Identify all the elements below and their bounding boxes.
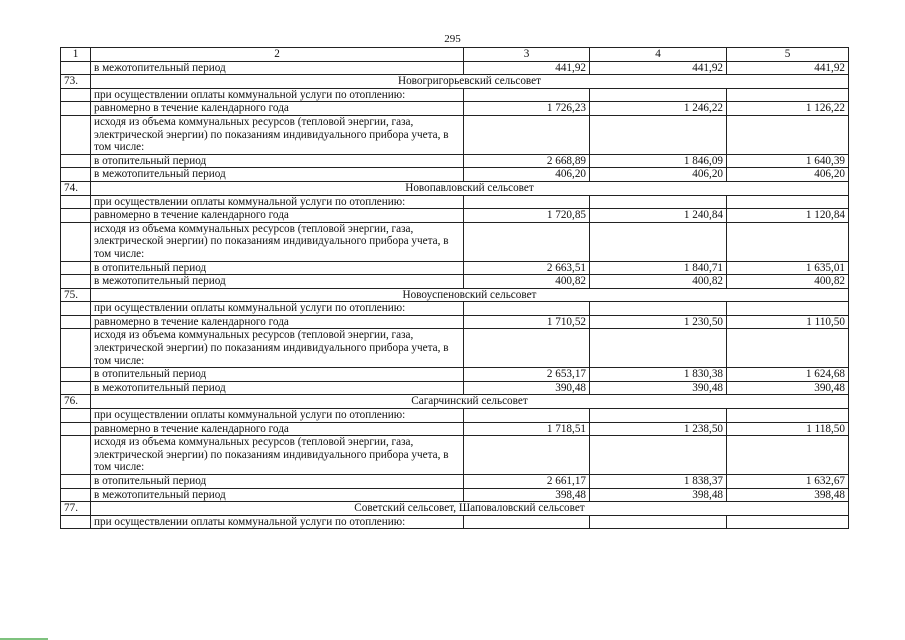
empty-cell [464,195,590,209]
empty-cell [61,195,91,209]
value-cell: 1 830,38 [590,368,727,382]
value-cell: 1 246,22 [590,102,727,116]
table-row [61,488,849,502]
empty-cell [61,368,91,382]
value-cell: 1 240,84 [590,209,727,223]
empty-cell [590,436,727,475]
empty-cell [61,488,91,502]
page-number: 295 [444,33,461,45]
value-cell: 2 661,17 [464,475,590,489]
empty-cell [727,88,849,102]
empty-cell [590,329,727,368]
tariff-table [60,47,849,529]
section-title: Новопавловский сельсовет [91,181,849,195]
empty-cell [727,195,849,209]
empty-cell [61,102,91,116]
value-cell: 398,48 [727,488,849,502]
empty-cell [61,168,91,182]
value-cell: 390,48 [464,381,590,395]
table-row [61,195,849,209]
empty-cell [727,115,849,154]
empty-cell [590,409,727,423]
table-row [61,222,849,261]
empty-cell [61,88,91,102]
section-header-row [61,75,849,89]
empty-cell [61,475,91,489]
empty-cell [727,329,849,368]
section-number: 74. [61,181,91,195]
section-title: Советский сельсовет, Шаповаловский сельсовет [91,502,849,516]
value-cell: 1 230,50 [590,315,727,329]
table-row [61,261,849,275]
value-cell: 400,82 [464,275,590,289]
row-label: исходя из объема коммунальных ресурсов (тепловой энергии, газа, электрической энергии) по показаниям индивидуального прибора учета, в том числе: [91,115,464,154]
empty-cell [727,515,849,529]
row-label: в межотопительный период [91,488,464,502]
row-label: при осуществлении оплаты коммунальной услуги по отоплению: [91,409,464,423]
value-cell: 1 720,85 [464,209,590,223]
table-row [61,368,849,382]
row-label: при осуществлении оплаты коммунальной услуги по отоплению: [91,195,464,209]
value-cell: 1 632,67 [727,475,849,489]
value-cell: 398,48 [464,488,590,502]
value-cell: 1 838,37 [590,475,727,489]
row-label: при осуществлении оплаты коммунальной услуги по отоплению: [91,302,464,316]
table-row [61,422,849,436]
value-cell: 441,92 [727,61,849,75]
section-header-row [61,181,849,195]
value-cell: 400,82 [727,275,849,289]
row-label: равномерно в течение календарного года [91,102,464,116]
empty-cell [61,115,91,154]
value-cell: 2 668,89 [464,154,590,168]
table-row [61,168,849,182]
header-cell: 1 [61,48,91,62]
value-cell: 390,48 [727,381,849,395]
value-cell: 2 653,17 [464,368,590,382]
empty-cell [61,515,91,529]
empty-cell [464,329,590,368]
empty-cell [61,422,91,436]
table-row [61,209,849,223]
header-cell: 3 [464,48,590,62]
row-label: при осуществлении оплаты коммунальной услуги по отоплению: [91,515,464,529]
empty-cell [61,315,91,329]
empty-cell [61,154,91,168]
table-row [61,275,849,289]
row-label: в отопительный период [91,475,464,489]
value-cell: 2 663,51 [464,261,590,275]
section-number: 76. [61,395,91,409]
value-cell: 1 624,68 [727,368,849,382]
empty-cell [61,261,91,275]
empty-cell [727,302,849,316]
empty-cell [61,329,91,368]
table-row [61,302,849,316]
section-header-row [61,502,849,516]
row-label: в межотопительный период [91,275,464,289]
value-cell: 406,20 [727,168,849,182]
value-cell: 441,92 [590,61,727,75]
table-row [61,315,849,329]
table-row [61,329,849,368]
empty-cell [61,275,91,289]
empty-cell [61,409,91,423]
value-cell: 1 846,09 [590,154,727,168]
table-row [61,381,849,395]
value-cell: 1 120,84 [727,209,849,223]
value-cell: 1 726,23 [464,102,590,116]
table-row [61,115,849,154]
header-cell: 4 [590,48,727,62]
value-cell: 406,20 [464,168,590,182]
table-row [61,475,849,489]
empty-cell [727,436,849,475]
empty-cell [590,302,727,316]
value-cell: 1 118,50 [727,422,849,436]
empty-cell [590,88,727,102]
empty-cell [590,115,727,154]
empty-cell [464,409,590,423]
empty-cell [464,515,590,529]
empty-cell [464,222,590,261]
row-label: равномерно в течение календарного года [91,209,464,223]
section-title: Новогригорьевский сельсовет [91,75,849,89]
row-label: равномерно в течение календарного года [91,422,464,436]
empty-cell [61,381,91,395]
table-row [61,88,849,102]
row-label: равномерно в течение календарного года [91,315,464,329]
empty-cell [590,195,727,209]
row-label: в отопительный период [91,368,464,382]
table-row [61,436,849,475]
empty-cell [61,436,91,475]
row-label: в межотопительный период [91,168,464,182]
row-label: исходя из объема коммунальных ресурсов (тепловой энергии, газа, электрической энергии) по показаниям индивидуального прибора учета, в том числе: [91,329,464,368]
header-row [61,48,849,62]
empty-cell [464,88,590,102]
value-cell: 1 710,52 [464,315,590,329]
value-cell: 1 635,01 [727,261,849,275]
empty-cell [727,409,849,423]
row-label: в отопительный период [91,261,464,275]
table-row [61,61,849,75]
empty-cell [61,222,91,261]
empty-cell [464,115,590,154]
value-cell: 1 126,22 [727,102,849,116]
row-label: исходя из объема коммунальных ресурсов (тепловой энергии, газа, электрической энергии) по показаниям индивидуального прибора учета, в том числе: [91,222,464,261]
empty-cell [61,209,91,223]
section-header-row [61,288,849,302]
section-header-row [61,395,849,409]
value-cell: 406,20 [590,168,727,182]
section-number: 73. [61,75,91,89]
row-label: в отопительный период [91,154,464,168]
empty-cell [590,515,727,529]
empty-cell [61,302,91,316]
value-cell: 1 110,50 [727,315,849,329]
row-label: исходя из объема коммунальных ресурсов (тепловой энергии, газа, электрической энергии) по показаниям индивидуального прибора учета, в том числе: [91,436,464,475]
row-label: в межотопительный период [91,381,464,395]
row-label: в межотопительный период [91,61,464,75]
empty-cell [464,302,590,316]
value-cell: 441,92 [464,61,590,75]
header-cell: 2 [91,48,464,62]
section-number: 75. [61,288,91,302]
value-cell: 398,48 [590,488,727,502]
section-title: Новоуспеновский сельсовет [91,288,849,302]
value-cell: 1 840,71 [590,261,727,275]
table-row [61,409,849,423]
table-row [61,102,849,116]
section-title: Сагарчинский сельсовет [91,395,849,409]
empty-cell [464,436,590,475]
value-cell: 1 640,39 [727,154,849,168]
value-cell: 390,48 [590,381,727,395]
section-number: 77. [61,502,91,516]
empty-cell [590,222,727,261]
value-cell: 1 718,51 [464,422,590,436]
value-cell: 1 238,50 [590,422,727,436]
empty-cell [727,222,849,261]
table-row [61,515,849,529]
value-cell: 400,82 [590,275,727,289]
row-label: при осуществлении оплаты коммунальной услуги по отоплению: [91,88,464,102]
table-row [61,154,849,168]
header-cell: 5 [727,48,849,62]
